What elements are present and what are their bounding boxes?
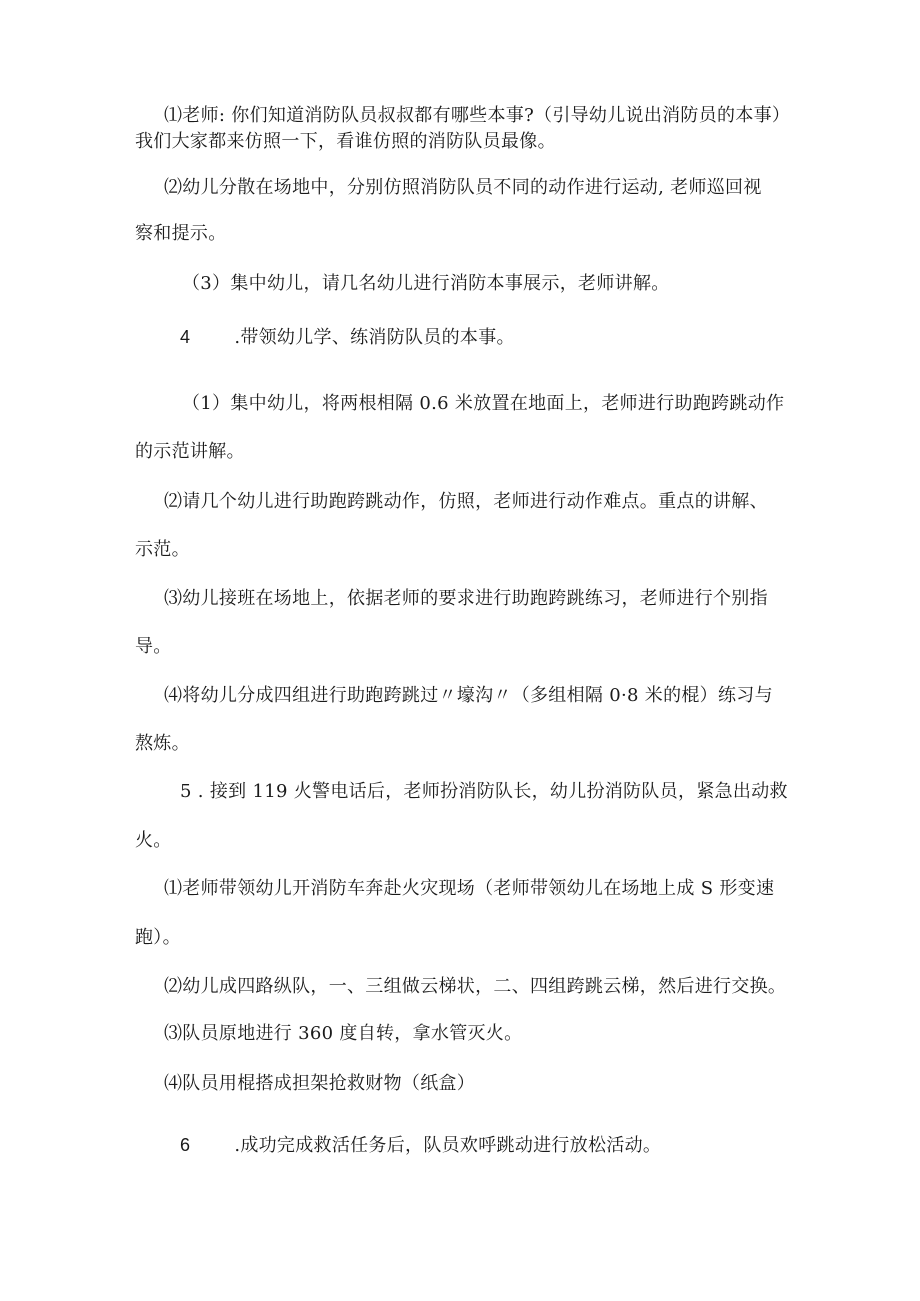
text-line-17: ⑴老师带领幼儿开消防车奔赴火灾现场（老师带领幼儿在场地上成 S 形变速 <box>164 878 775 899</box>
text-line-7: （1）集中幼儿，将两根相隔 0.6 米放置在地面上，老师进行助跑跨跳动作 <box>182 393 785 414</box>
section-4-text: .带领幼儿学、练消防队员的本事。 <box>234 327 515 348</box>
text-line-14: 熬炼。 <box>135 733 190 754</box>
text-line-11: ⑶幼儿接班在场地上，依据老师的要求进行助跑跨跳练习，老师进行个别指 <box>164 588 768 609</box>
text-line-16: 火。 <box>135 830 172 851</box>
text-line-10: 示范。 <box>135 539 190 560</box>
text-line-21: ⑷队员用棍搭成担架抢救财物（纸盒） <box>164 1073 476 1094</box>
text-line-20: ⑶队员原地进行 360 度自转，拿水管灭火。 <box>164 1023 523 1044</box>
text-line-4: 察和提示。 <box>135 223 227 244</box>
text-line-15: 5 . 接到 119 火警电话后，老师扮消防队长，幼儿扮消防队员，紧急出动救 <box>180 781 788 802</box>
section-6-text: .成功完成救活任务后，队员欢呼跳动进行放松活动。 <box>234 1135 662 1156</box>
text-line-12: 导。 <box>135 636 172 657</box>
section-4-heading <box>180 325 515 350</box>
text-line-2: 我们大家都来仿照一下，看谁仿照的消防队员最像。 <box>135 131 556 152</box>
text-line-8: 的示范讲解。 <box>135 441 245 462</box>
section-6-heading <box>180 1133 661 1158</box>
text-line-18: 跑）。 <box>135 927 181 948</box>
text-line-19: ⑵幼儿成四路纵队，一、三组做云梯状，二、四组跨跳云梯，然后进行交换。 <box>164 976 787 997</box>
section-4-number: 4 <box>180 327 191 347</box>
text-line-3: ⑵幼儿分散在场地中，分别仿照消防队员不同的动作进行运动, 老师巡回视 <box>164 177 762 198</box>
text-line-13: ⑷将幼儿分成四组进行助跑跨跳过〃壕沟〃（多组相隔 0·8 米的棍）练习与 <box>164 685 773 706</box>
text-line-9: ⑵请几个幼儿进行助跑跨跳动作，仿照，老师进行动作难点。重点的讲解、 <box>164 491 768 512</box>
text-line-5: （3）集中幼儿，请几名幼儿进行消防本事展示，老师讲解。 <box>182 273 670 294</box>
text-line-1: ⑴老师: 你们知道消防队员叔叔都有哪些本事?（引导幼儿说出消防员的本事） <box>164 105 791 126</box>
section-6-number: 6 <box>180 1135 191 1155</box>
